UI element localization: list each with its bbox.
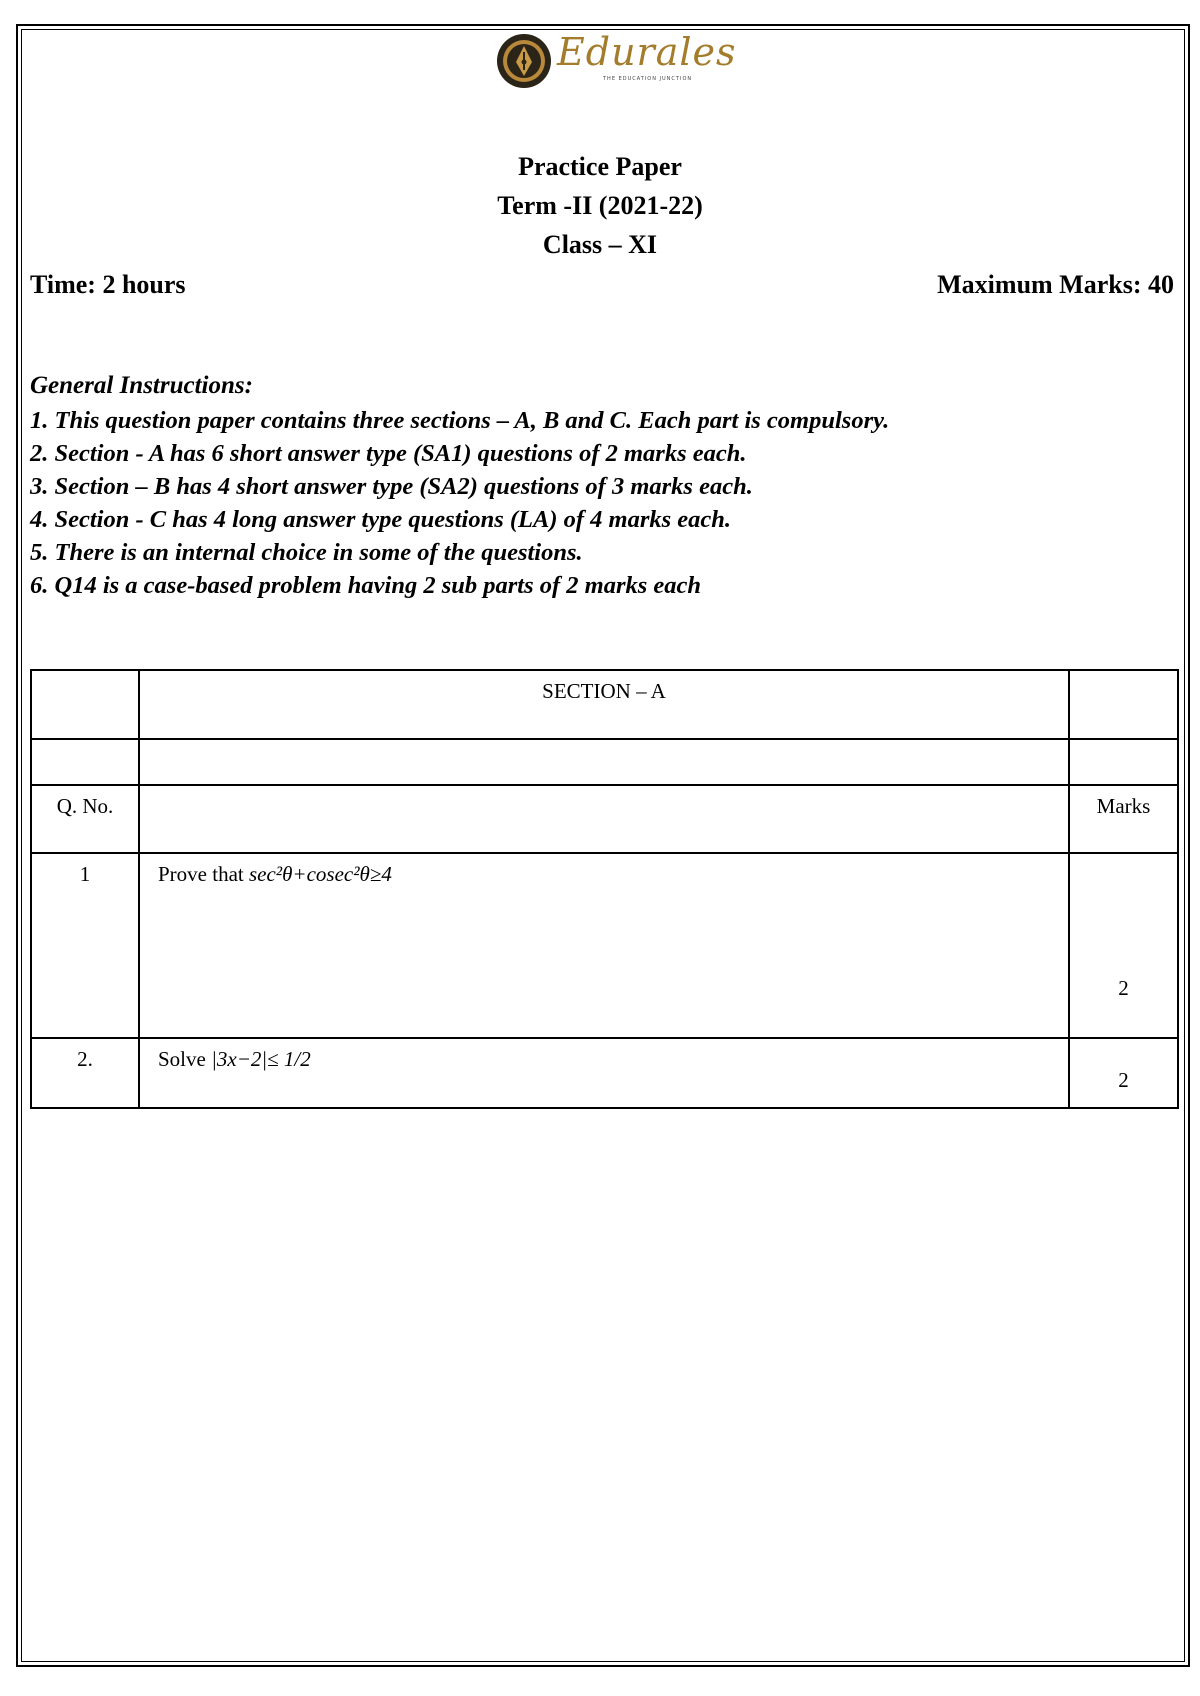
question-marks-cell [1069,1038,1178,1108]
question-text [139,853,1069,1038]
instructions-heading: General Instructions: [30,372,253,399]
paper-class: Class – XI [542,230,658,259]
question-text [139,1038,1069,1108]
instruction-item: 1. This question paper contains three sections – A, B and C. Each part is compulsory. [30,407,890,434]
section-a-table [30,669,1179,1109]
question-marks: 2 [1118,1068,1129,1092]
instruction-item: 5. There is an internal choice in some of the questions. [30,539,583,566]
question-prefix: Solve [158,1047,212,1071]
pen-nib-emblem-icon [495,32,553,90]
qno-column-header: Q. No. [31,785,139,853]
table-row [31,1038,1178,1108]
instruction-item: 3. Section – B has 4 short answer type (SA2) questions of 3 marks each. [30,473,753,500]
section-heading: SECTION – A [139,670,1069,739]
brand-wordmark: Edurales [557,30,737,74]
table-header-row [31,785,1178,853]
question-marks: 2 [1118,976,1129,1000]
question-prefix: Prove that [158,862,249,886]
instruction-item: 4. Section - C has 4 long answer type questions (LA) of 4 marks each. [30,506,732,533]
table-row [31,670,1178,739]
instruction-item: 6. Q14 is a case-based problem having 2 sub parts of 2 marks each [30,572,702,599]
table-row [31,853,1178,1038]
maximum-marks: Maximum Marks: 40 [937,270,1174,299]
instructions-list [30,404,889,602]
brand-tagline: THE EDUCATION JUNCTION [603,76,693,82]
question-math: sec²θ+cosec²θ≥4 [248,862,392,886]
brand-logo [495,30,737,90]
paper-term: Term -II (2021-22) [497,191,703,220]
question-math: |3x−2|≤ 1/2 [211,1047,311,1071]
paper-title: Practice Paper [518,152,682,181]
question-number: 2. [31,1038,139,1108]
question-marks-cell [1069,853,1178,1038]
table-row [31,739,1178,785]
marks-column-header: Marks [1069,785,1178,853]
time-allowed: Time: 2 hours [30,270,186,299]
instruction-item: 2. Section - A has 6 short answer type (SA1) questions of 2 marks each. [30,440,747,467]
question-number: 1 [31,853,139,1038]
